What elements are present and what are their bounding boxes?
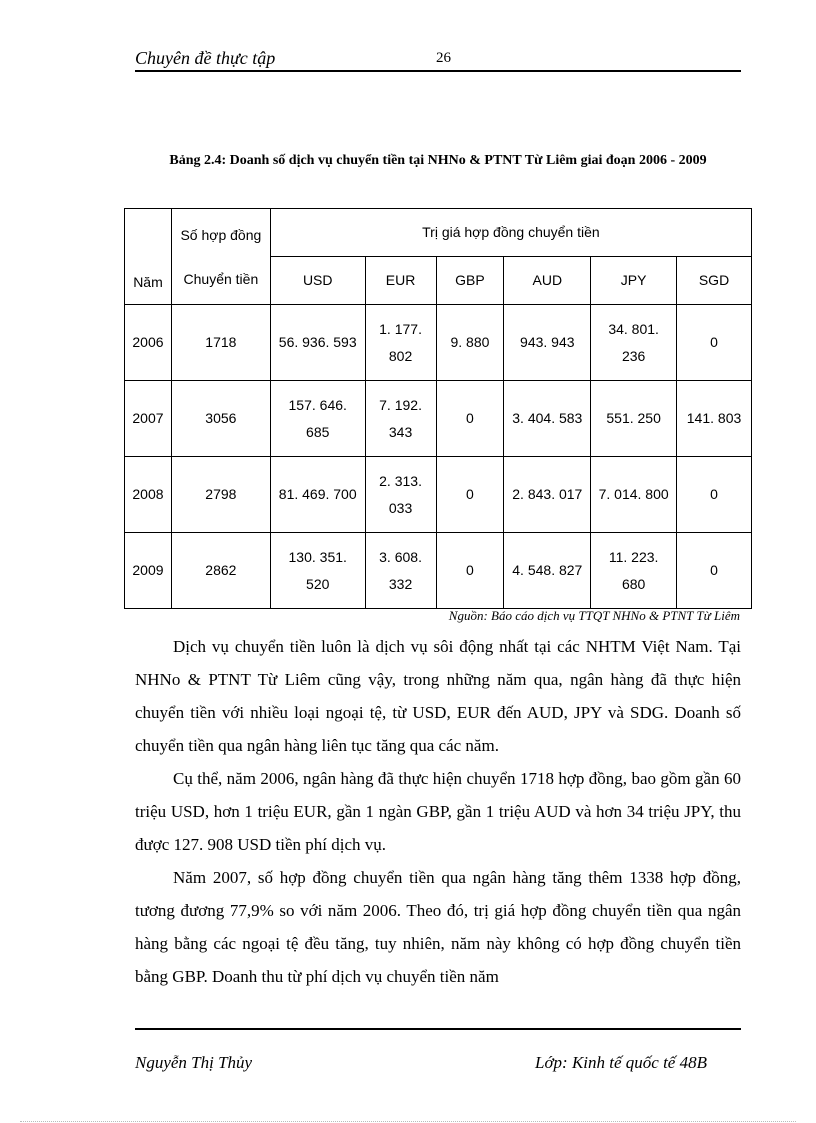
cell-aud: 3. 404. 583 (504, 381, 591, 457)
cell-gbp: 0 (436, 381, 504, 457)
transfer-revenue-table (124, 208, 752, 609)
cell-contracts: 2862 (171, 533, 270, 609)
cell-jpy-l1: 11. 223. (608, 548, 659, 565)
body-text (135, 630, 741, 993)
cell-sgd: 0 (677, 533, 752, 609)
cell-eur-l2: 802 (388, 347, 413, 364)
paragraph: Năm 2007, số hợp đồng chuyển tiền qua ngân hàng tăng thêm 1338 hợp đồng, tương đương 77,9% so với năm 2006. Theo đó, trị giá hợp đồng chuyển tiền qua ngân hàng bằng các ngoại tệ đều tăng, tuy nhiên, năm này không có hợp đồng chuyển tiền bằng GBP. Doanh thu từ phí dịch vụ chuyển tiền năm (135, 868, 741, 986)
table-row (125, 305, 752, 381)
header-jpy: JPY (591, 257, 677, 305)
header-eur: EUR (365, 257, 436, 305)
page-number: 26 (436, 50, 451, 66)
table-caption: Bảng 2.4: Doanh số dịch vụ chuyển tiền tại NHNo & PTNT Từ Liêm giai đoạn 2006 - 2009 (169, 153, 707, 168)
footer-divider (135, 1028, 741, 1030)
paragraph: Cụ thể, năm 2006, ngân hàng đã thực hiện chuyển 1718 hợp đồng, bao gồm gần 60 triệu USD, hơn 1 triệu EUR, gần 1 ngàn GBP, gần 1 triệu AUD và hơn 34 triệu JPY, thu được 127. 908 USD tiền phí dịch vụ. (135, 769, 741, 854)
header-group: Trị giá hợp đồng chuyển tiền (270, 209, 751, 257)
cell-usd (270, 533, 365, 609)
cell-eur (365, 305, 436, 381)
cell-sgd: 0 (677, 457, 752, 533)
table-row (125, 381, 752, 457)
header-divider (135, 70, 741, 72)
cell-contracts: 2798 (171, 457, 270, 533)
header-aud: AUD (504, 257, 591, 305)
header-usd: USD (270, 257, 365, 305)
cell-usd (270, 381, 365, 457)
cell-jpy: 551. 250 (591, 381, 677, 457)
cell-sgd: 0 (677, 305, 752, 381)
cell-usd-l2: 520 (306, 575, 330, 592)
cell-usd-l1: 130. 351. (288, 548, 347, 565)
table-source: Nguồn: Báo cáo dịch vụ TTQT NHNo & PTNT Từ Liêm (448, 608, 740, 623)
table-row (125, 457, 752, 533)
cell-eur (365, 533, 436, 609)
cell-eur-l2: 332 (388, 575, 413, 592)
cell-eur (365, 457, 436, 533)
footer-author: Nguyễn Thị Thủy (135, 1053, 253, 1072)
header-contracts-line2: Chuyển tiền (183, 270, 259, 287)
cell-eur-l1: 1. 177. (379, 320, 422, 337)
cell-eur-l1: 2. 313. (379, 472, 422, 489)
cell-eur (365, 381, 436, 457)
cell-jpy: 7. 014. 800 (591, 457, 677, 533)
header-contracts-line1: Số hợp đồng (180, 226, 262, 243)
cell-year: 2009 (125, 533, 172, 609)
cell-usd: 56. 936. 593 (270, 305, 365, 381)
header-gbp: GBP (436, 257, 504, 305)
cell-eur-l1: 3. 608. (379, 548, 422, 565)
cell-eur-l2: 343 (388, 423, 413, 440)
cell-usd: 81. 469. 700 (270, 457, 365, 533)
cell-contracts: 3056 (171, 381, 270, 457)
cell-aud: 2. 843. 017 (504, 457, 591, 533)
header-year: Năm (125, 209, 172, 305)
header-sgd: SGD (677, 257, 752, 305)
cell-eur-l2: 033 (388, 499, 413, 516)
cell-sgd: 141. 803 (677, 381, 752, 457)
cell-gbp: 9. 880 (436, 305, 504, 381)
cell-year: 2006 (125, 305, 172, 381)
cell-jpy-l2: 680 (621, 575, 646, 592)
page-edge (20, 1121, 796, 1122)
cell-contracts: 1718 (171, 305, 270, 381)
cell-jpy (591, 305, 677, 381)
cell-jpy-l1: 34. 801. (608, 320, 659, 337)
footer-class: Lớp: Kinh tế quốc tế 48B (535, 1053, 707, 1072)
cell-jpy (591, 533, 677, 609)
header-contracts (171, 209, 270, 305)
table-row (125, 533, 752, 609)
cell-year: 2007 (125, 381, 172, 457)
cell-usd-l1: 157. 646. (288, 396, 347, 413)
cell-usd-l2: 685 (306, 423, 330, 440)
cell-year: 2008 (125, 457, 172, 533)
header-title: Chuyên đề thực tập (135, 48, 276, 68)
cell-gbp: 0 (436, 533, 504, 609)
cell-jpy-l2: 236 (621, 347, 646, 364)
cell-gbp: 0 (436, 457, 504, 533)
cell-aud: 943. 943 (504, 305, 591, 381)
paragraph: Dịch vụ chuyển tiền luôn là dịch vụ sôi động nhất tại các NHTM Việt Nam. Tại NHNo & PTNT Từ Liêm cũng vậy, trong những năm qua, ngân hàng đã thực hiện chuyển tiền với nhiều loại ngoại tệ, từ USD, EUR đến AUD, JPY và SDG. Doanh số chuyển tiền qua ngân hàng liên tục tăng qua các năm. (135, 637, 741, 755)
cell-aud: 4. 548. 827 (504, 533, 591, 609)
cell-eur-l1: 7. 192. (379, 396, 422, 413)
